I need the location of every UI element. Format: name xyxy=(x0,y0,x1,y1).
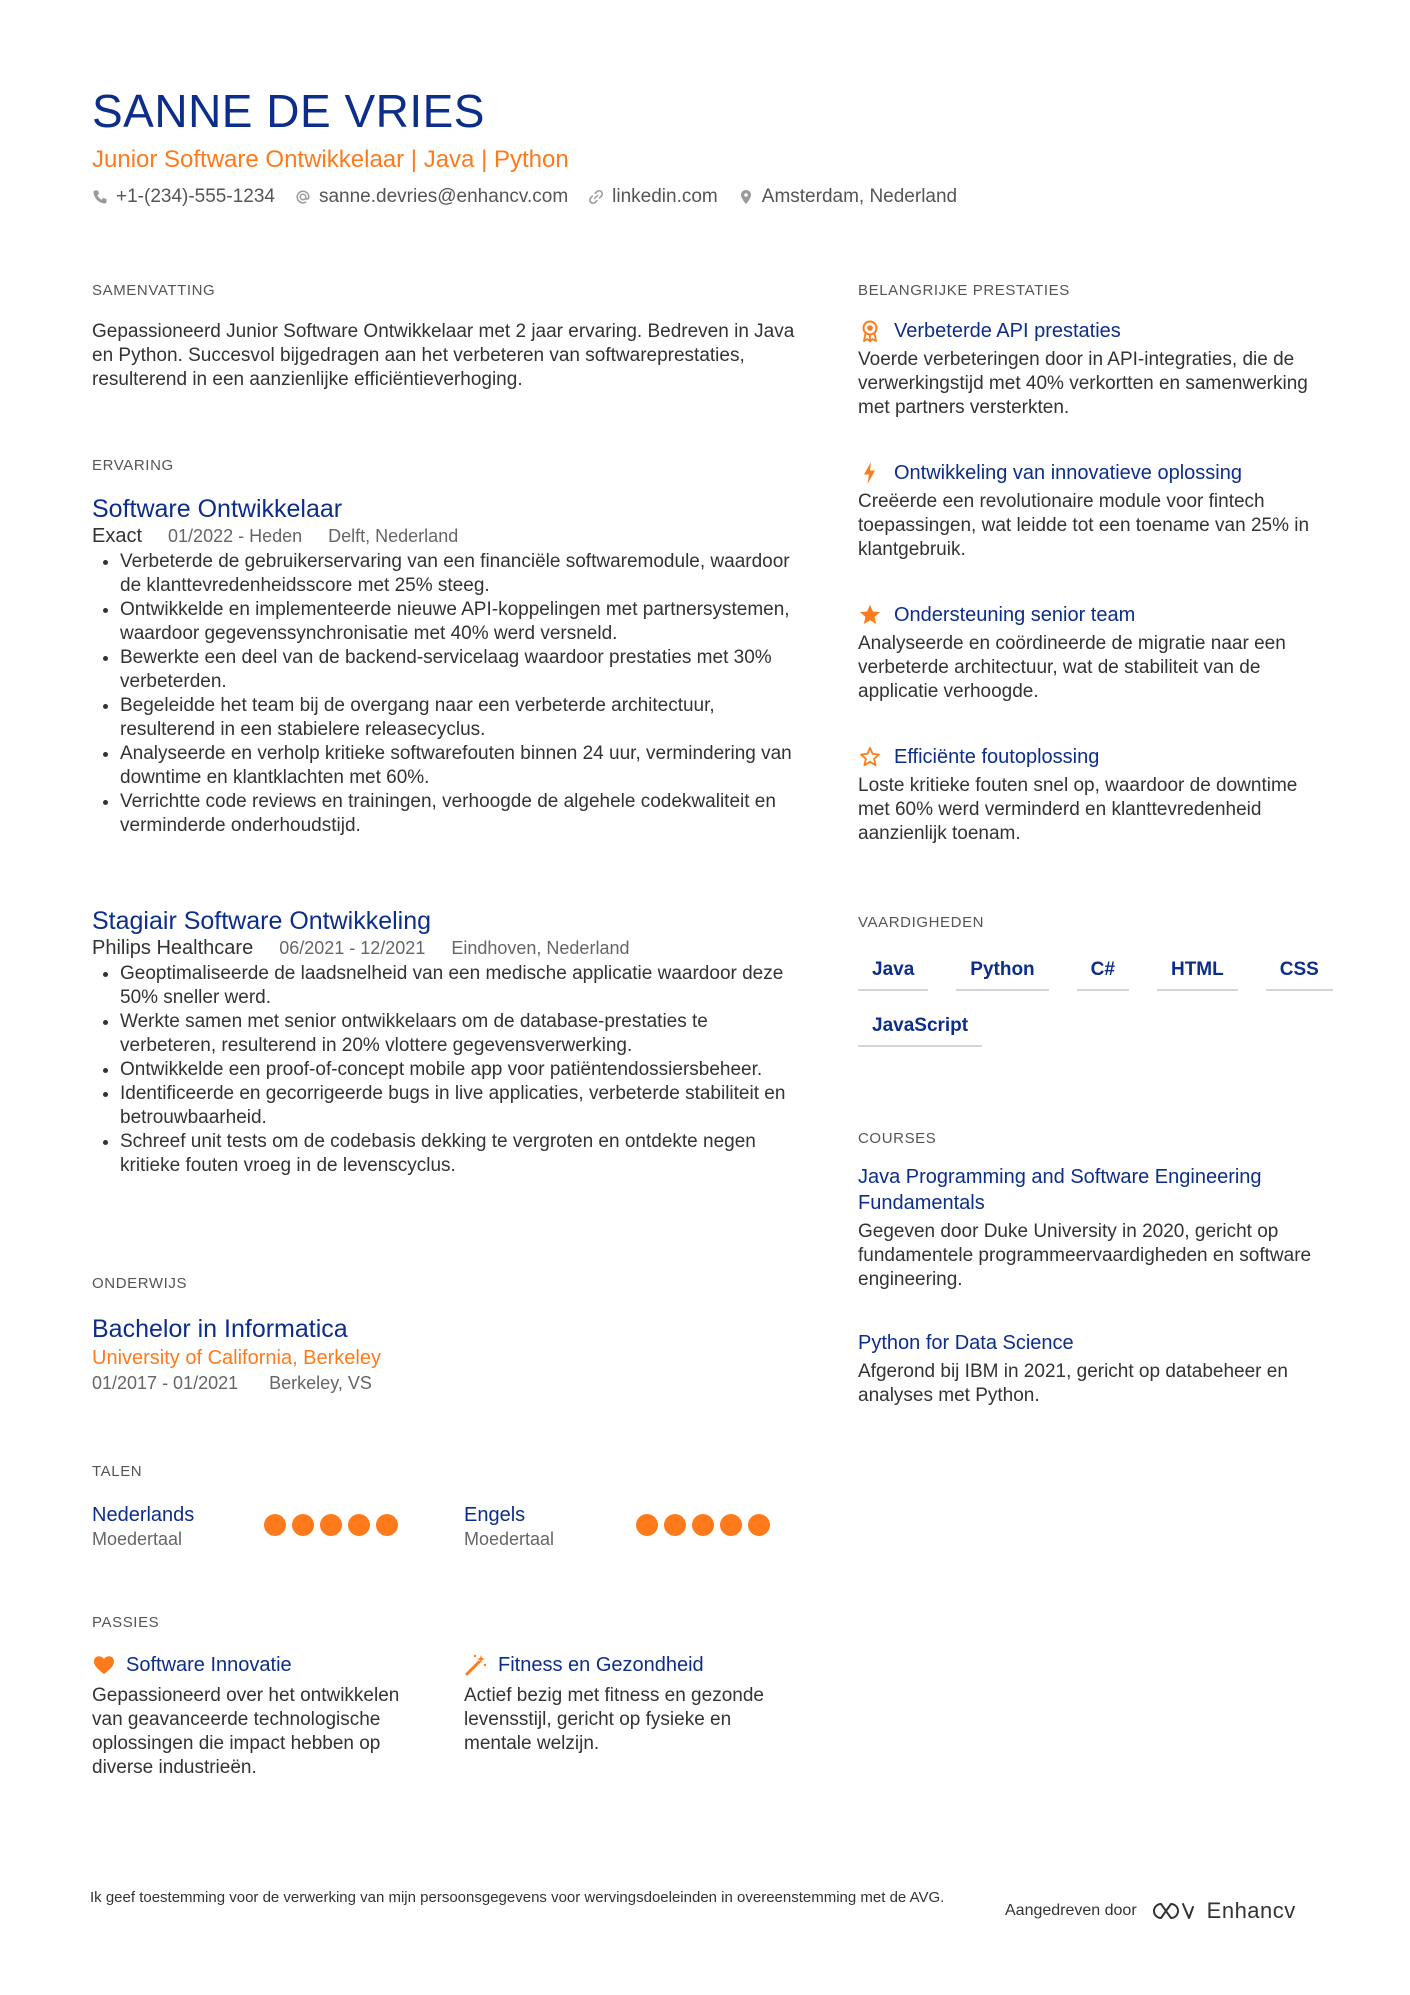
achievement-text: Creëerde een revolutionaire module voor fintech toepassingen, wat leidde tot een toename van 25% in klantgebruik. xyxy=(858,491,1310,560)
award-icon xyxy=(858,319,882,343)
powered-by-label: Aangedreven door xyxy=(1005,1902,1137,1919)
language-name: Nederlands xyxy=(92,1504,195,1526)
job-meta xyxy=(92,936,802,960)
experience-item xyxy=(92,494,802,838)
rating-dot xyxy=(636,1514,658,1536)
job-bullets xyxy=(92,962,802,1178)
passion-title: Software Innovatie xyxy=(126,1654,292,1676)
rating-dot xyxy=(720,1514,742,1536)
achievement-item xyxy=(858,460,1328,562)
education-school: University of California, Berkeley xyxy=(92,1347,381,1369)
job-company: Exact xyxy=(92,525,143,547)
job-dates: 01/2022 - Heden xyxy=(168,526,303,546)
email-text: sanne.devries@enhancv.com xyxy=(318,186,569,207)
candidate-subtitle: Junior Software Ontwikkelaar | Java | Python xyxy=(92,146,569,173)
skill-chip: Python xyxy=(956,953,1048,991)
job-location: Eindhoven, Nederland xyxy=(451,938,630,958)
section-title-achievements: BELANGRIJKE PRESTATIES xyxy=(858,282,1070,299)
linkedin-text: linkedin.com xyxy=(612,186,718,207)
passion-title: Fitness en Gezondheid xyxy=(498,1654,704,1676)
section-title-languages: TALEN xyxy=(92,1463,143,1480)
job-title: Software Ontwikkelaar xyxy=(92,495,343,523)
achievement-text: Analyseerde en coördineerde de migratie naar een verbeterde architectuur, wat de stabiliteit van de applicatie verhoogde. xyxy=(858,633,1286,702)
course-text: Afgerond bij IBM in 2021, gericht op databeheer en analyses met Python. xyxy=(858,1361,1288,1406)
language-level: Moedertaal xyxy=(464,1529,555,1549)
rating-dot xyxy=(692,1514,714,1536)
skill-chip: CSS xyxy=(1266,953,1333,991)
job-bullet: • Ontwikkelde een proof-of-concept mobile app voor patiëntendossiersbeheer. xyxy=(120,1058,802,1082)
contact-phone[interactable] xyxy=(92,186,275,208)
job-company: Philips Healthcare xyxy=(92,937,254,959)
course-item xyxy=(858,1164,1338,1292)
skill-chip: C# xyxy=(1077,953,1129,991)
language-item xyxy=(92,1502,422,1550)
achievement-item xyxy=(858,602,1328,704)
skill-chip: HTML xyxy=(1157,953,1238,991)
course-text: Gegeven door Duke University in 2020, gericht op fundamentele programmeervaardigheden en software engineering. xyxy=(858,1221,1312,1290)
job-bullet: • Verbeterde de gebruikerservaring van een financiële softwaremodule, waardoor de klanttevredenheidsscore met 25% steeg. xyxy=(120,550,802,598)
skill-chip: JavaScript xyxy=(858,1009,982,1047)
magic-wand-icon xyxy=(464,1653,488,1677)
language-rating xyxy=(264,1514,398,1536)
language-level: Moedertaal xyxy=(92,1529,183,1549)
passion-text: Actief bezig met fitness en gezonde levensstijl, gericht op fysieke en mentale welzijn. xyxy=(464,1685,764,1754)
achievement-item xyxy=(858,744,1328,846)
passion-heading xyxy=(464,1652,784,1678)
achievement-item xyxy=(858,318,1328,420)
job-bullet: • Werkte samen met senior ontwikkelaars om de database-prestaties te verbeteren, resulterend in 20% vlottere gegevensverwerking. xyxy=(120,1010,802,1058)
phone-text: +1-(234)-555-1234 xyxy=(116,186,275,207)
education-location: Berkeley, VS xyxy=(269,1373,372,1393)
job-bullet: • Schreef unit tests om de codebasis dekking te vergroten en ontdekte negen kritieke fouten vroeg in de levenscyclus. xyxy=(120,1130,802,1178)
star-outline-icon xyxy=(858,745,882,769)
candidate-name: SANNE DE VRIES xyxy=(92,85,485,137)
brand-name: Enhancv xyxy=(1206,1898,1296,1923)
language-name: Engels xyxy=(464,1504,526,1526)
job-bullet: • Verrichtte code reviews en trainingen, verhoogde de algehele codekwaliteit en verminderde onderhoudstijd. xyxy=(120,790,802,838)
achievement-heading xyxy=(858,318,1328,344)
passion-item xyxy=(464,1652,784,1756)
rating-dot xyxy=(348,1514,370,1536)
experience-item xyxy=(92,906,802,1178)
course-title: Java Programming and Software Engineering Fundamentals xyxy=(858,1166,1262,1214)
job-bullets xyxy=(92,550,802,838)
passion-heading xyxy=(92,1652,412,1678)
section-title-summary: SAMENVATTING xyxy=(92,282,216,299)
rating-dot xyxy=(376,1514,398,1536)
section-title-skills: VAARDIGHEDEN xyxy=(858,914,985,931)
summary-text: Gepassioneerd Junior Software Ontwikkelaar met 2 jaar ervaring. Bedreven in Java en Python. Succesvol bijgedragen aan het verbeteren van softwareprestaties, resulterend in een aanzienlijke efficiëntieverhoging. xyxy=(92,321,795,390)
job-bullet: • Geoptimaliseerde de laadsnelheid van een medische applicatie waardoor deze 50% sneller werd. xyxy=(120,962,802,1010)
achievement-title: Ondersteuning senior team xyxy=(894,604,1136,626)
rating-dot xyxy=(664,1514,686,1536)
achievement-title: Ontwikkeling van innovatieve oplossing xyxy=(894,462,1242,484)
contact-bar xyxy=(92,186,957,208)
rating-dot xyxy=(320,1514,342,1536)
job-meta xyxy=(92,524,802,548)
job-title: Stagiair Software Ontwikkeling xyxy=(92,907,432,935)
job-bullet: • Analyseerde en verholp kritieke softwarefouten binnen 24 uur, vermindering van downtime en klantklachten met 60%. xyxy=(120,742,802,790)
skills-list xyxy=(858,953,1338,1047)
passion-item xyxy=(92,1652,412,1780)
consent-note: Ik geef toestemming voor de verwerking van mijn persoonsgegevens voor wervingsdoeleinden in overeenstemming met de AVG. xyxy=(90,1889,945,1906)
star-filled-icon xyxy=(858,603,882,627)
job-bullet: • Ontwikkelde en implementeerde nieuwe API-koppelingen met partnersystemen, waardoor gegevenssynchronisatie met 40% werd versneld. xyxy=(120,598,802,646)
lightning-icon xyxy=(858,461,882,485)
job-dates: 06/2021 - 12/2021 xyxy=(279,938,426,958)
section-title-passions: PASSIES xyxy=(92,1614,160,1631)
course-title: Python for Data Science xyxy=(858,1332,1074,1354)
achievement-text: Loste kritieke fouten snel op, waardoor de downtime met 60% werd verminderd en klanttevredenheid aanzienlijk toenam. xyxy=(858,775,1298,844)
location-pin-icon xyxy=(738,189,754,205)
enhancv-logo-icon xyxy=(1149,1899,1195,1923)
achievement-title: Verbeterde API prestaties xyxy=(894,320,1121,342)
course-item xyxy=(858,1330,1338,1408)
language-rating xyxy=(636,1514,770,1536)
education-degree: Bachelor in Informatica xyxy=(92,1315,348,1343)
language-item xyxy=(464,1502,794,1550)
passion-text: Gepassioneerd over het ontwikkelen van geavanceerde technologische oplossingen die impact hebben op diverse industrieën. xyxy=(92,1685,400,1778)
rating-dot xyxy=(748,1514,770,1536)
achievement-heading xyxy=(858,602,1328,628)
job-bullet: • Identificeerde en gecorrigeerde bugs in live applicaties, verbeterde stabiliteit en betrouwbaarheid. xyxy=(120,1082,802,1130)
achievement-title: Efficiënte foutoplossing xyxy=(894,746,1100,768)
education-dates: 01/2017 - 01/2021 xyxy=(92,1373,239,1393)
achievement-text: Voerde verbeteringen door in API-integraties, die de verwerkingstijd met 40% verkortten en samenwerking met partners versterkten. xyxy=(858,349,1308,418)
section-title-education: ONDERWIJS xyxy=(92,1275,188,1292)
rating-dot xyxy=(292,1514,314,1536)
at-icon xyxy=(295,189,311,205)
rating-dot xyxy=(264,1514,286,1536)
skill-chip: Java xyxy=(858,953,928,991)
link-icon xyxy=(588,189,604,205)
contact-email[interactable] xyxy=(295,186,568,208)
job-bullet: • Bewerkte een deel van de backend-servicelaag waardoor prestaties met 30% verbeterden. xyxy=(120,646,802,694)
job-location: Delft, Nederland xyxy=(328,526,459,546)
section-title-experience: ERVARING xyxy=(92,457,174,474)
job-bullet: • Begeleidde het team bij de overgang naar een verbeterde architectuur, resulterend in een stabielere releasecyclus. xyxy=(120,694,802,742)
section-title-courses: COURSES xyxy=(858,1130,937,1147)
location-text: Amsterdam, Nederland xyxy=(761,186,958,207)
contact-location xyxy=(738,186,957,208)
education-meta xyxy=(92,1371,802,1395)
contact-linkedin[interactable] xyxy=(588,186,718,208)
achievement-heading xyxy=(858,460,1328,486)
education-item xyxy=(92,1313,802,1395)
powered-by[interactable] xyxy=(1005,1898,1296,1924)
heart-icon xyxy=(92,1653,116,1677)
achievement-heading xyxy=(858,744,1328,770)
phone-icon xyxy=(92,189,108,205)
